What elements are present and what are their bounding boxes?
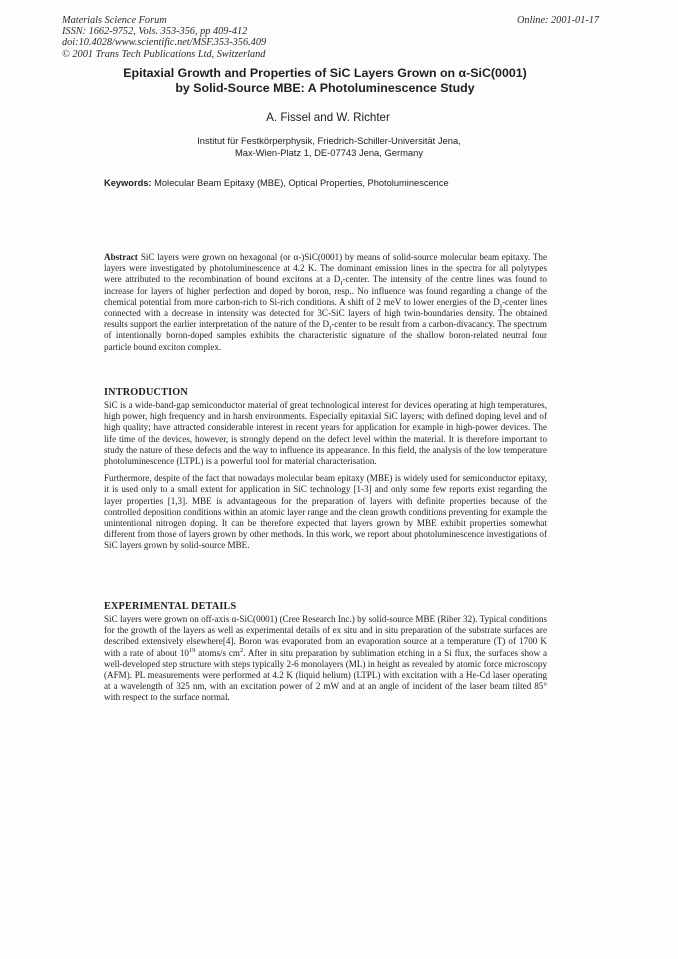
affiliation-line-1: Institut für Festkörperphysik, Friedrich-Schiller-Universität Jena, [197,135,461,146]
abstract-text-3: -center lines connected with a decrease in intensity was detected for 3C-SiC layers of high twin-boundaries density. The obtained results support the earlier interpretation of the nature of the D [104,296,548,330]
abstract-sub-1: I [340,280,343,288]
experimental-text-3: . After in situ preparation by sublimation etching in a Si flux, the surfaces show a well-developed step structure with steps typically 2-6 monolayers (ML) in height as revealed by atomic force microscopy (AFM). PL measurements were performed at 4.2 K (liquid helium) (LTPL) with excitation with a He-Cd laser operating at a wavelength of 325 nm, with an excitation power of 2 mW and at an angle of incident of the laser beam tilted 85° with respect to the surface normal. [104,647,548,703]
paper-title [90,66,560,96]
abstract-text-4: -center to be result from a carbon-divacancy. The spectrum of intentionally boron-doped samples exhibits the characteristic signature of the shallow boron-related neutral four particle bound exciton complex. [104,319,547,352]
online-date: Online: 2001-01-17 [517,15,600,26]
introduction-para-2: Furthermore, despite of the fact that nowadays molecular beam epitaxy (MBE) is widely used for semiconductor epitaxy, it is used only to a small extent for application in SiC technology [1-3] and only some few reports exist regarding the layer properties [1,3]. MBE is advantageous for the preparation of layers with definite properties because of the controlled deposition conditions within an atomic layer range and the clean growth conditions preventing for example the unintentional nitrogen doping. It can be therefore expected that layers grown by MBE exhibit properties somewhat different from those of layers grown by other methods. In this work, we report about photoluminescence investigations of SiC layers grown by solid-source MBE. [104,473,547,551]
abstract-sub-3: I [329,325,332,333]
experimental-text-2: atoms/s cm [195,647,241,658]
experimental-sup-2: 2 [240,646,244,654]
affiliation-line-2: Max-Wien-Platz 1, DE-07743 Jena, Germany [234,147,424,158]
abstract-label: Abstract [104,252,138,262]
copyright-line: © 2001 Trans Tech Publications Ltd, Switzerland [62,48,266,60]
abstract-text-1: SiC layers were grown on hexagonal (or α-)SiC(0001) by means of solid-source molecular beam epitaxy. The layers were investigated by photoluminescence at 4.2 K. The dominant emission lines in the spectra for all polytypes were attributed to the recombination of bound excitons at a D [104,252,547,285]
title-line-1: Epitaxial Growth and Properties of SiC Layers Grown on α-SiC(0001) [123,66,527,80]
experimental-heading: EXPERIMENTAL DETAILS [104,601,237,612]
affiliation [90,135,568,159]
experimental-text-1: SiC layers were grown on off-axis α-SiC(0001) (Cree Research Inc.) by solid-source MBE (Riber 32). Typical conditions for the growth of the layers as well as experimental details of ex situ and in situ preparation of the substrate surfaces are described extensively elsewhere[4]. Boron was evaporated from an evaporation source at a temperature (T) of 1700 K with a rate of about 10 [104,614,547,658]
abstract-sub-2: I [499,302,503,310]
introduction-heading: INTRODUCTION [104,387,188,398]
keywords [104,178,449,188]
keywords-label: Keywords: [104,178,152,188]
authors: A. Fissel and W. Richter [266,111,390,124]
doi-line: doi:10.4028/www.scientific.net/MSF.353-356.409 [62,37,267,49]
introduction-para-1: SiC is a wide-band-gap semiconductor material of great technological interest for devices operating at high temperatures, high power, high frequency and in harsh environments. Especially epitaxial SiC layers; with defined doping level and of high quality; have attracted considerable interest in recent years for application for example in high-power devices. The life time of the devices, however, is strongly depend on the defect level within the material. It is therefore important to study the nature of these defects and the way to influence its appearance. In this field, the analysis of the low temperature photoluminescence (LTPL) is a powerful tool for material characterisation. [104,400,547,467]
title-line-2: by Solid-Source MBE: A Photoluminescence Study [175,81,475,95]
experimental-sup-1: 19 [188,646,196,654]
introduction-body [104,400,547,552]
issn-line: ISSN: 1662-9752, Vols. 353-356, pp 409-412 [62,26,248,38]
journal-name: Materials Science Forum [62,15,167,26]
keywords-text: Molecular Beam Epitaxy (MBE), Optical Properties, Photoluminescence [154,178,449,188]
journal-header [62,15,266,60]
abstract-text-2: -center. The intensity of the centre lines was found to increase for layers of higher perfection and doped by boron, resp.. No influence was found regarding a change of the chemical potential from more carbon-rich to Si-rich conditions. A shift of 2 meV to lower energies of the D [104,274,547,307]
abstract [104,252,547,353]
experimental-body [104,614,547,704]
